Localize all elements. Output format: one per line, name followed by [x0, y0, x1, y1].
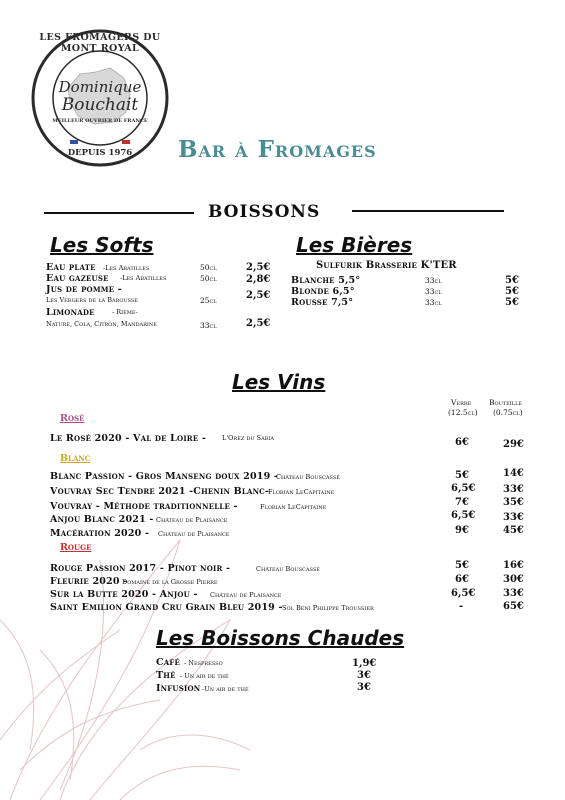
biere-price: 5€ — [505, 297, 519, 308]
wine-name: Anjou Blanc 2021 - — [50, 514, 154, 525]
soft-volume: 25cl — [200, 296, 217, 305]
logo-since: DEPUIS 1976 — [67, 148, 133, 158]
biere-volume: 33cl — [425, 276, 442, 285]
wine-producer: Sol Béni Philippe Troussier — [282, 604, 374, 612]
wine-price-bouteille: 33€ — [503, 588, 524, 599]
wine-name: Sur la Butte 2020 - Anjou - — [50, 589, 198, 600]
softs-heading: Les Softs — [50, 233, 154, 257]
soft-price: 2,8€ — [246, 274, 271, 285]
biere-volume: 33cl — [425, 298, 442, 307]
bieres-heading: Les Bières — [296, 233, 413, 257]
col-bouteille-sub: (0.75cl) — [493, 408, 523, 417]
logo-ring-text: LES FROMAGERS DU MONT ROYAL — [39, 32, 161, 54]
wine-price-verre: 6€ — [455, 574, 469, 585]
wine-producer: L'Orèz du Sabia — [222, 434, 274, 442]
chaudes-heading: Les Boissons Chaudes — [156, 626, 405, 650]
wine-name: Fleurie 2020 - — [50, 576, 128, 587]
wine-price-bouteille: 45€ — [503, 525, 524, 536]
wine-producer: Château de Plaisance — [158, 530, 230, 538]
soft-price: 2,5€ — [246, 262, 271, 273]
wine-price-verre: 6,5€ — [451, 483, 476, 494]
wine-price-bouteille: 30€ — [503, 574, 524, 585]
biere-name: Blanche 5,5° — [291, 275, 361, 286]
wine-price-verre: 6,5€ — [451, 510, 476, 521]
soft-name: Jus de pomme - — [46, 284, 122, 295]
hot-drink-price: 3€ — [357, 682, 371, 693]
biere-name: Blonde 6,5° — [291, 286, 355, 297]
wine-price-bouteille: 33€ — [503, 512, 524, 523]
soft-producer: -Les Abatilles — [103, 264, 150, 272]
wine-price-bouteille: 33€ — [503, 484, 524, 495]
blanc-label: Blanc — [60, 453, 91, 464]
wine-price-bouteille: 29€ — [503, 439, 524, 450]
boissons-rule-left — [44, 212, 194, 214]
logo-name-2: Bouchait — [61, 95, 139, 115]
soft-producer: -Les Abatilles — [120, 274, 167, 282]
wine-price-verre: - — [459, 601, 464, 612]
wine-name: Saint Emilion Grand Cru Grain Bleu 2019 - — [50, 602, 283, 613]
wine-producer: Florian LeCapitaine — [268, 488, 335, 496]
col-verre: Verre — [451, 398, 472, 407]
hot-drink-name: Infusion — [156, 683, 201, 694]
col-verre-sub: (12.5cl) — [448, 408, 478, 417]
page-title: Bar à Fromages — [178, 136, 377, 163]
wine-price-bouteille: 65€ — [503, 601, 524, 612]
soft-price: 2,5€ — [246, 290, 271, 301]
wine-producer: Château de Plaisance — [156, 516, 228, 524]
wine-name: Blanc Passion - Gros Manseng doux 2019 - — [50, 471, 279, 482]
hot-drink-price: 1,9€ — [352, 658, 377, 669]
wine-name: Rouge Passion 2017 - Pinot noir - — [50, 563, 231, 574]
wine-name: Le Rosé 2020 - Val de Loire - — [50, 433, 207, 444]
soft-name: Eau gazeuse — [46, 273, 109, 284]
soft-volume: 50cl — [200, 274, 217, 283]
wine-name: Vouvray Sec Tendre 2021 -Chenin Blanc- — [50, 486, 270, 497]
rouge-label: Rouge — [60, 542, 92, 553]
biere-price: 5€ — [505, 275, 519, 286]
soft-name: Eau plate — [46, 262, 96, 273]
wine-price-bouteille: 14€ — [503, 468, 524, 479]
hot-drink-producer: - Nespresso — [184, 659, 223, 667]
wine-name: Vouvray - Méthode traditionnelle - — [50, 501, 238, 512]
soft-producer: - Rième- — [112, 308, 138, 316]
hot-drink-name: Thé — [156, 670, 176, 681]
logo-name-1: Dominique — [58, 78, 142, 96]
col-bouteille: Bouteille — [489, 398, 523, 407]
biere-price: 5€ — [505, 286, 519, 297]
wine-price-verre: 6,5€ — [451, 588, 476, 599]
logo — [30, 28, 170, 168]
hot-drink-name: Café — [156, 657, 181, 668]
boissons-rule-right — [352, 210, 504, 212]
wine-price-bouteille: 35€ — [503, 497, 524, 508]
wine-producer: Château de Plaisance — [210, 591, 282, 599]
logo-subtitle: MEILLEUR OUVRIER DE FRANCE — [52, 118, 148, 124]
boissons-heading: BOISSONS — [208, 202, 321, 222]
wine-name: Macération 2020 - — [50, 528, 150, 539]
hot-drink-producer: - Un air de thé — [180, 672, 229, 680]
wine-price-verre: 6€ — [455, 437, 469, 448]
biere-volume: 33cl — [425, 287, 442, 296]
wine-price-verre: 9€ — [455, 525, 469, 536]
hot-drink-producer: -Un air de thé — [202, 685, 249, 693]
wine-price-verre: 5€ — [455, 560, 469, 571]
soft-volume: 33cl — [200, 321, 217, 330]
biere-brand: Sulfurik Brasserie K'TER — [316, 260, 457, 271]
soft-volume: 50cl — [200, 263, 217, 272]
biere-name: Rousse 7,5° — [291, 297, 354, 308]
vins-heading: Les Vins — [232, 370, 326, 394]
leaf-decoration — [0, 500, 260, 800]
wine-producer: Florian LeCapitaine — [260, 503, 327, 511]
wine-price-bouteille: 16€ — [503, 560, 524, 571]
wine-producer: Château Bouscassé — [256, 565, 320, 573]
wine-price-verre: 7€ — [455, 497, 469, 508]
soft-name: Limonade — [46, 307, 95, 318]
soft-price: 2,5€ — [246, 318, 271, 329]
soft-producer-detail: Nature, Cola, Citron, Mandarine — [46, 320, 157, 328]
soft-producer: Les Vergers de la Barousse — [46, 296, 139, 304]
wine-producer: Domaine de la Grosse Pierre — [122, 578, 218, 586]
hot-drink-price: 3€ — [357, 670, 371, 681]
rose-label: Rosé — [60, 413, 85, 424]
wine-price-verre: 5€ — [455, 470, 469, 481]
wine-producer: Château Bouscassé — [276, 473, 340, 481]
